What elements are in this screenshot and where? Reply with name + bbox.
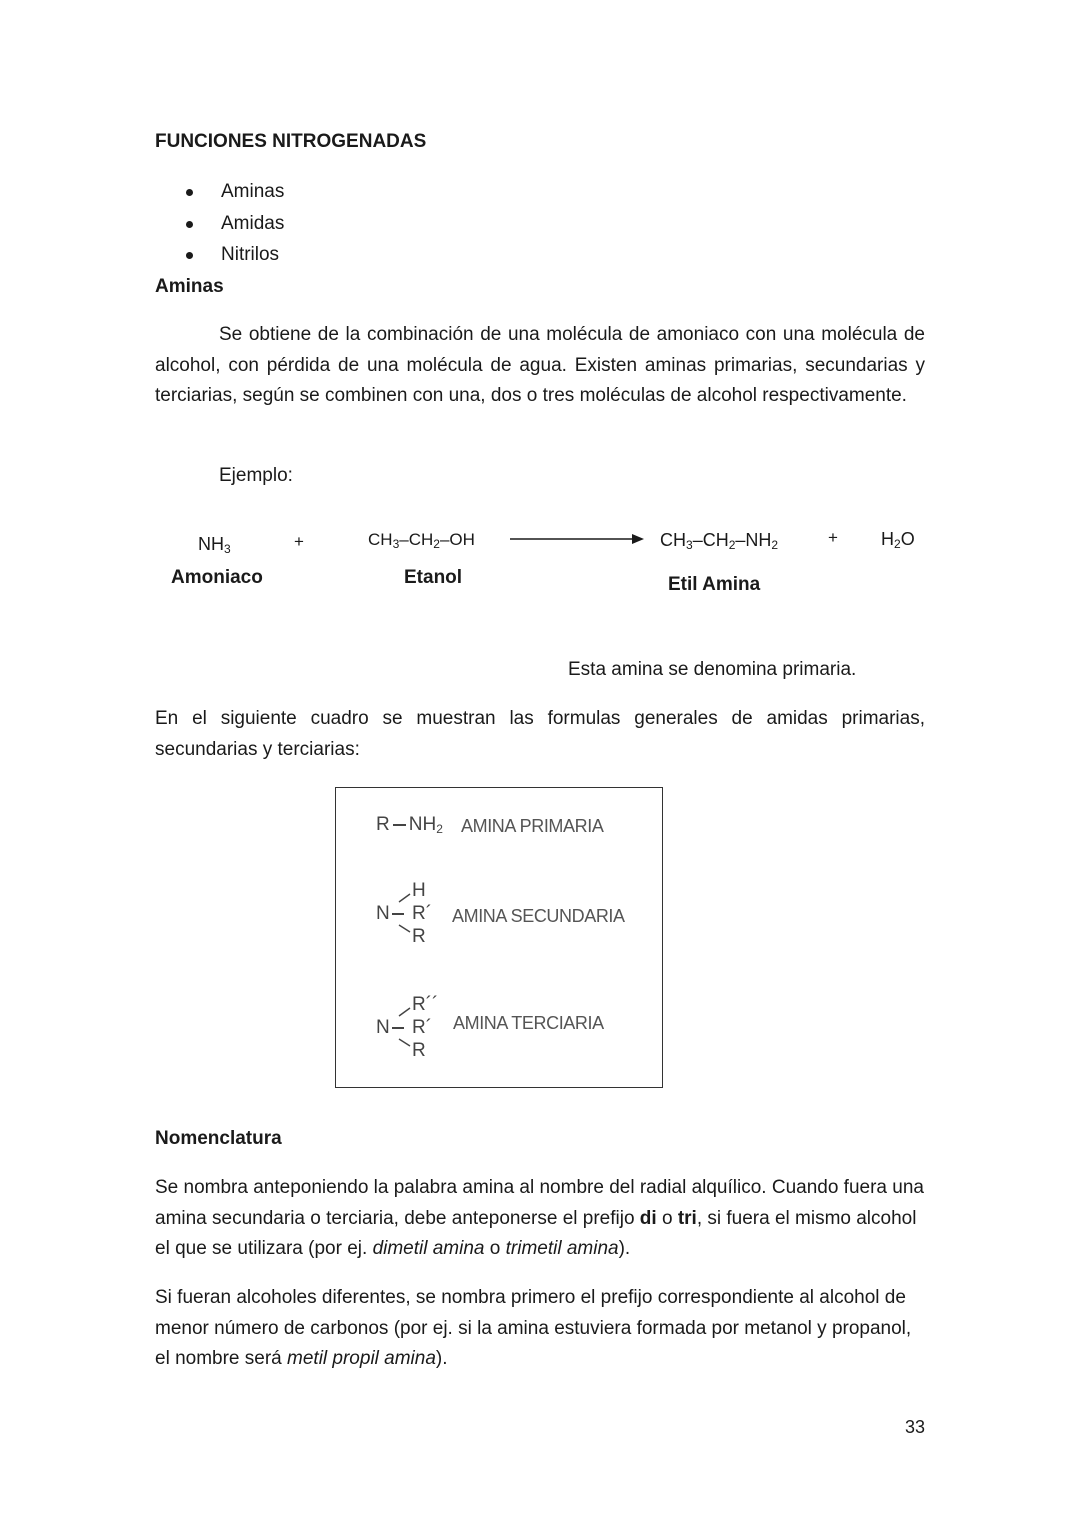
section-title: FUNCIONES NITROGENADAS xyxy=(155,131,427,152)
primary-note: Esta amina se denomina primaria. xyxy=(568,659,857,680)
reactant-2-formula: $CH_3-CH_2-OH$ xyxy=(368,530,475,551)
secondary-amine-label: AMINA SECUNDARIA xyxy=(452,906,625,926)
function-list xyxy=(155,176,555,271)
example-name: dimetil amina xyxy=(372,1238,485,1259)
example-name: trimetil amina xyxy=(505,1238,619,1259)
product-2-formula: $H_2O$ xyxy=(881,529,915,551)
text-run: , si fuera el mismo alcohol el que se utilizara (por ej. xyxy=(155,1207,917,1259)
product-1-label: Etil Amina xyxy=(668,574,761,595)
prefix-tri: tri xyxy=(677,1207,697,1229)
text-run: Se nombra anteponiendo la palabra amina al nombre del radial alquílico. Cuando fuera una amina secundaria o terciaria, debe anteponerse el prefijo xyxy=(155,1177,924,1229)
tertiary-amine-label: AMINA TERCIARIA xyxy=(453,1013,604,1033)
intro-paragraph: Se obtiene de la combinación de una molécula de amoniaco con una molécula de alcohol, con pérdida de una molécula de agua. Existen aminas primarias, secundarias y terciarias, según se combinen con una, dos o tres moléculas de alcohol respectivamente. xyxy=(155,324,925,406)
table-intro-paragraph: En el siguiente cuadro se muestran las formulas generales de amidas primarias, secundarias y terciarias: xyxy=(155,708,925,760)
prefix-di: di xyxy=(639,1207,657,1229)
nomenclatura-paragraph-1 xyxy=(155,1173,925,1265)
text-run: o xyxy=(656,1207,678,1229)
product-1-formula: $CH_3-CH_2-NH_2$ xyxy=(660,530,779,552)
reaction-arrow-icon xyxy=(510,530,645,548)
nomenclatura-heading: Nomenclatura xyxy=(155,1128,282,1149)
list-item-label: Amidas xyxy=(221,212,285,234)
text-run: ). xyxy=(618,1238,631,1259)
example-label: Ejemplo: xyxy=(219,465,293,486)
nomenclatura-paragraph-2 xyxy=(155,1283,925,1375)
aminas-heading: Aminas xyxy=(155,276,224,297)
page-number: 33 xyxy=(905,1417,926,1437)
bullet-icon xyxy=(186,252,193,259)
text-run: ). xyxy=(435,1348,448,1369)
list-item-label: Nitrilos xyxy=(221,244,280,265)
bullet-icon xyxy=(186,221,193,228)
reactant-1-formula: $NH_3$ xyxy=(198,534,231,556)
reactant-2-label: Etanol xyxy=(404,567,463,588)
plus-sign: + xyxy=(828,528,838,547)
amine-formulas-box xyxy=(335,787,663,1088)
example-name: metil propil amina xyxy=(287,1348,436,1369)
bullet-icon xyxy=(186,189,193,196)
list-item xyxy=(155,176,555,208)
primary-amine-label: AMINA PRIMARIA xyxy=(461,816,604,836)
plus-sign: + xyxy=(294,532,304,551)
reactant-1-label: Amoniaco xyxy=(171,567,263,588)
primary-amine-formula: R $NH_2$ xyxy=(376,814,443,836)
secondary-amine-formula: H N R´ R xyxy=(376,880,433,947)
text-run: Si fueran alcoholes diferentes, se nombra primero el prefijo correspondiente al alcohol de menor número de carbonos (por ej. si la amina estuviera formada por metanol y propanol, el nombre será xyxy=(155,1287,912,1369)
list-item xyxy=(155,208,555,240)
tertiary-amine-formula: R´´ N R´ R xyxy=(376,994,439,1061)
list-item xyxy=(155,239,555,271)
text-run: o xyxy=(484,1238,506,1259)
list-item-label: Aminas xyxy=(221,181,285,202)
